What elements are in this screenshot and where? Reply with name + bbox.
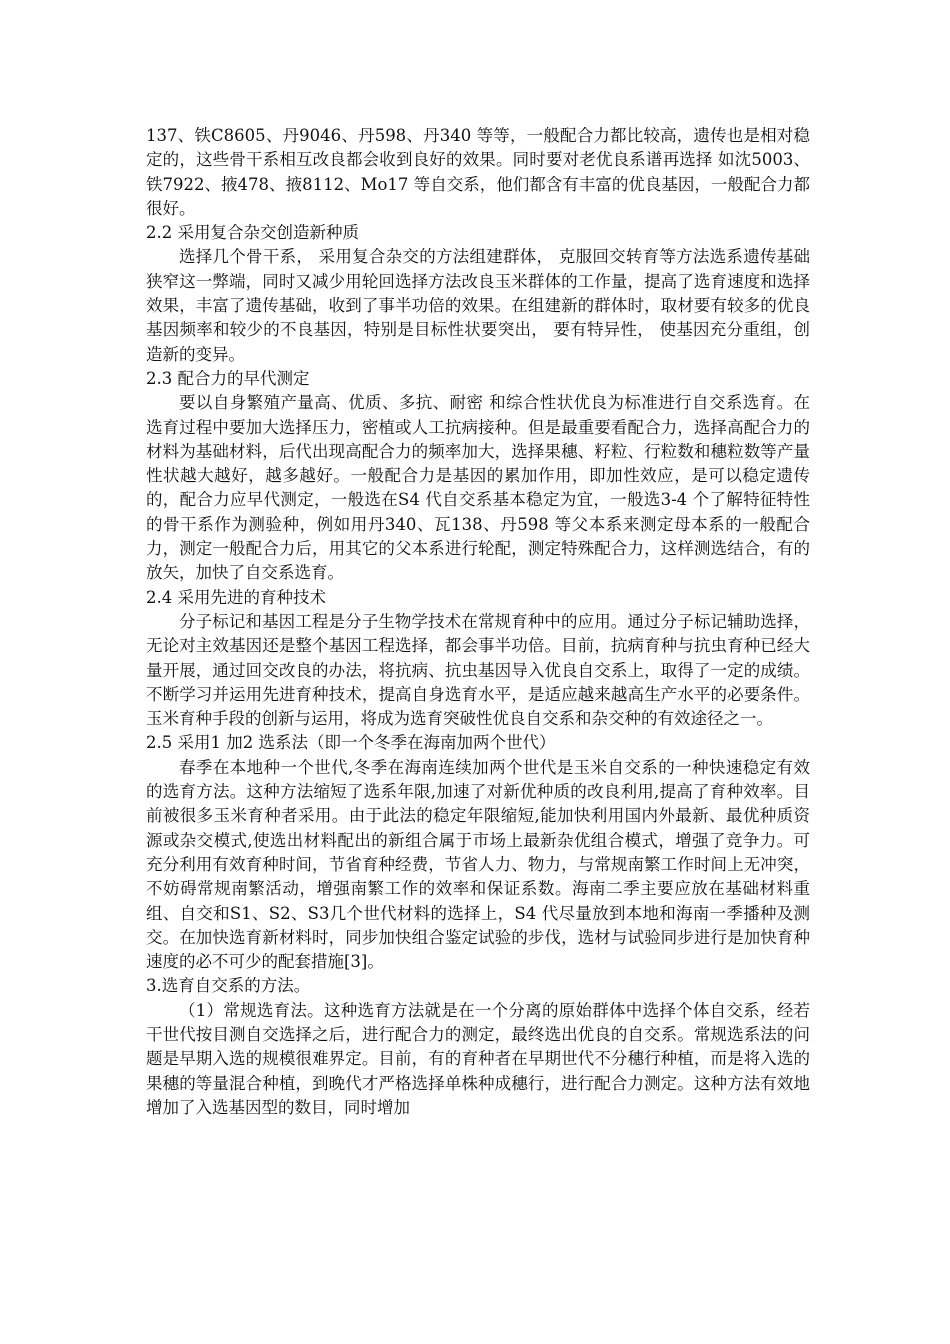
paragraph-2-5: 春季在本地种一个世代,冬季在海南连续加两个世代是玉米自交系的一种快速稳定有效的选育方法。这种方法缩短了选系年限,加速了对新优种质的改良利用,提高了育种效率。目前被很多玉米育种者采用。由于此法的稳定年限缩短,能加快利用国内外最新、最优种质资源或杂交模式,使选出材料配出的新组合属于市场上最新杂优组合模式，增强了竞争力。可充分利用有效育种时间，节省育种经费，节省人力、物力，与常规南繁工作时间上无冲突，不妨碍常规南繁活动，增强南繁工作的效率和保证系数。海南二季主要应放在基础材料重组、自交和S1、S2、S3几个世代材料的选择上，S4 代尽量放到本地和海南一季播种及测交。在加快选育新材料时，同步加快组合鉴定试验的步伐，选材与试验同步进行是加快育种速度的必不可少的配套措施[3]。	[146, 757, 810, 972]
section-heading-2-2: 2.2 采用复合杂交创造新种质	[146, 223, 359, 243]
paragraph-intro: 137、铁C8605、丹9046、丹598、丹340 等等，一般配合力都比较高，遗传也是相对稳定的，这些骨干系相互改良都会收到良好的效果。同时要对老优良系谱再选择 如沈5003、铁7922、掖478、掖8112、Mo17 等自交系，他们都含有丰富的优良基因，一般配合力都很好。	[146, 126, 810, 218]
document-body	[146, 124, 810, 1120]
paragraph-2-4: 分子标记和基因工程是分子生物学技术在常规育种中的应用。通过分子标记辅助选择，无论对主效基因还是整个基因工程选择，都会事半功倍。目前，抗病育种与抗虫育种已经大量开展，通过回交改良的办法，将抗病、抗虫基因导入优良自交系上，取得了一定的成绩。不断学习并运用先进育种技术，提高自身选育水平，是适应越来越高生产水平的必要条件。玉米育种手段的创新与运用，将成为选育突破性优良自交系和杂交种的有效途径之一。	[146, 611, 810, 729]
section-heading-2-5: 2.5 采用1 加2 选系法（即一个冬季在海南加两个世代）	[146, 733, 556, 753]
section-heading-2-4: 2.4 采用先进的育种技术	[146, 587, 326, 607]
section-heading-2-3: 2.3 配合力的早代测定	[146, 368, 310, 388]
paragraph-3-1: （1）常规选育法。这种选育方法就是在一个分离的原始群体中选择个体自交系，经若干世代按目测自交选择之后，进行配合力的测定，最终选出优良的自交系。常规选系法的问题是早期入选的规模很难界定。目前，有的育种者在早期世代不分穗行种植，而是将入选的果穗的等量混合种植，到晚代才严格选择单株种成穗行，进行配合力测定。这种方法有效地增加了入选基因型的数目，同时增加	[146, 1000, 810, 1117]
paragraph-2-2: 选择几个骨干系， 采用复合杂交的方法组建群体， 克服回交转育等方法选系遗传基础狭窄这一弊端，同时又减少用轮回选择方法改良玉米群体的工作量，提高了选育速度和选择效果，丰富了遗传基础，收到了事半功倍的效果。在组建新的群体时，取材要有较多的优良基因频率和较少的不良基因，特别是目标性状要突出， 要有特异性， 使基因充分重组，创造新的变异。	[146, 247, 810, 364]
section-heading-3: 3.选育自交系的方法。	[146, 976, 311, 996]
paragraph-2-3: 要以自身繁殖产量高、优质、多抗、耐密 和综合性状优良为标准进行自交系选育。在选育过程中要加大选择压力，密植或人工抗病接种。但是最重要看配合力，选择高配合力的材料为基础材料，后代出现高配合力的频率加大，选择果穗、籽粒、行粒数和穗粒数等产量性状越大越好，越多越好。一般配合力是基因的累加作用，即加性效应，是可以稳定遗传的，配合力应早代测定，一般选在S4 代自交系基本稳定为宜，一般选3-4 个了解特征特性的骨干系作为测验种，例如用丹340、瓦138、丹598 等父本系来测定母本系的一般配合力，测定一般配合力后，用其它的父本系进行轮配，测定特殊配合力，这样测选结合，有的放矢，加快了自交系选育。	[146, 393, 810, 583]
